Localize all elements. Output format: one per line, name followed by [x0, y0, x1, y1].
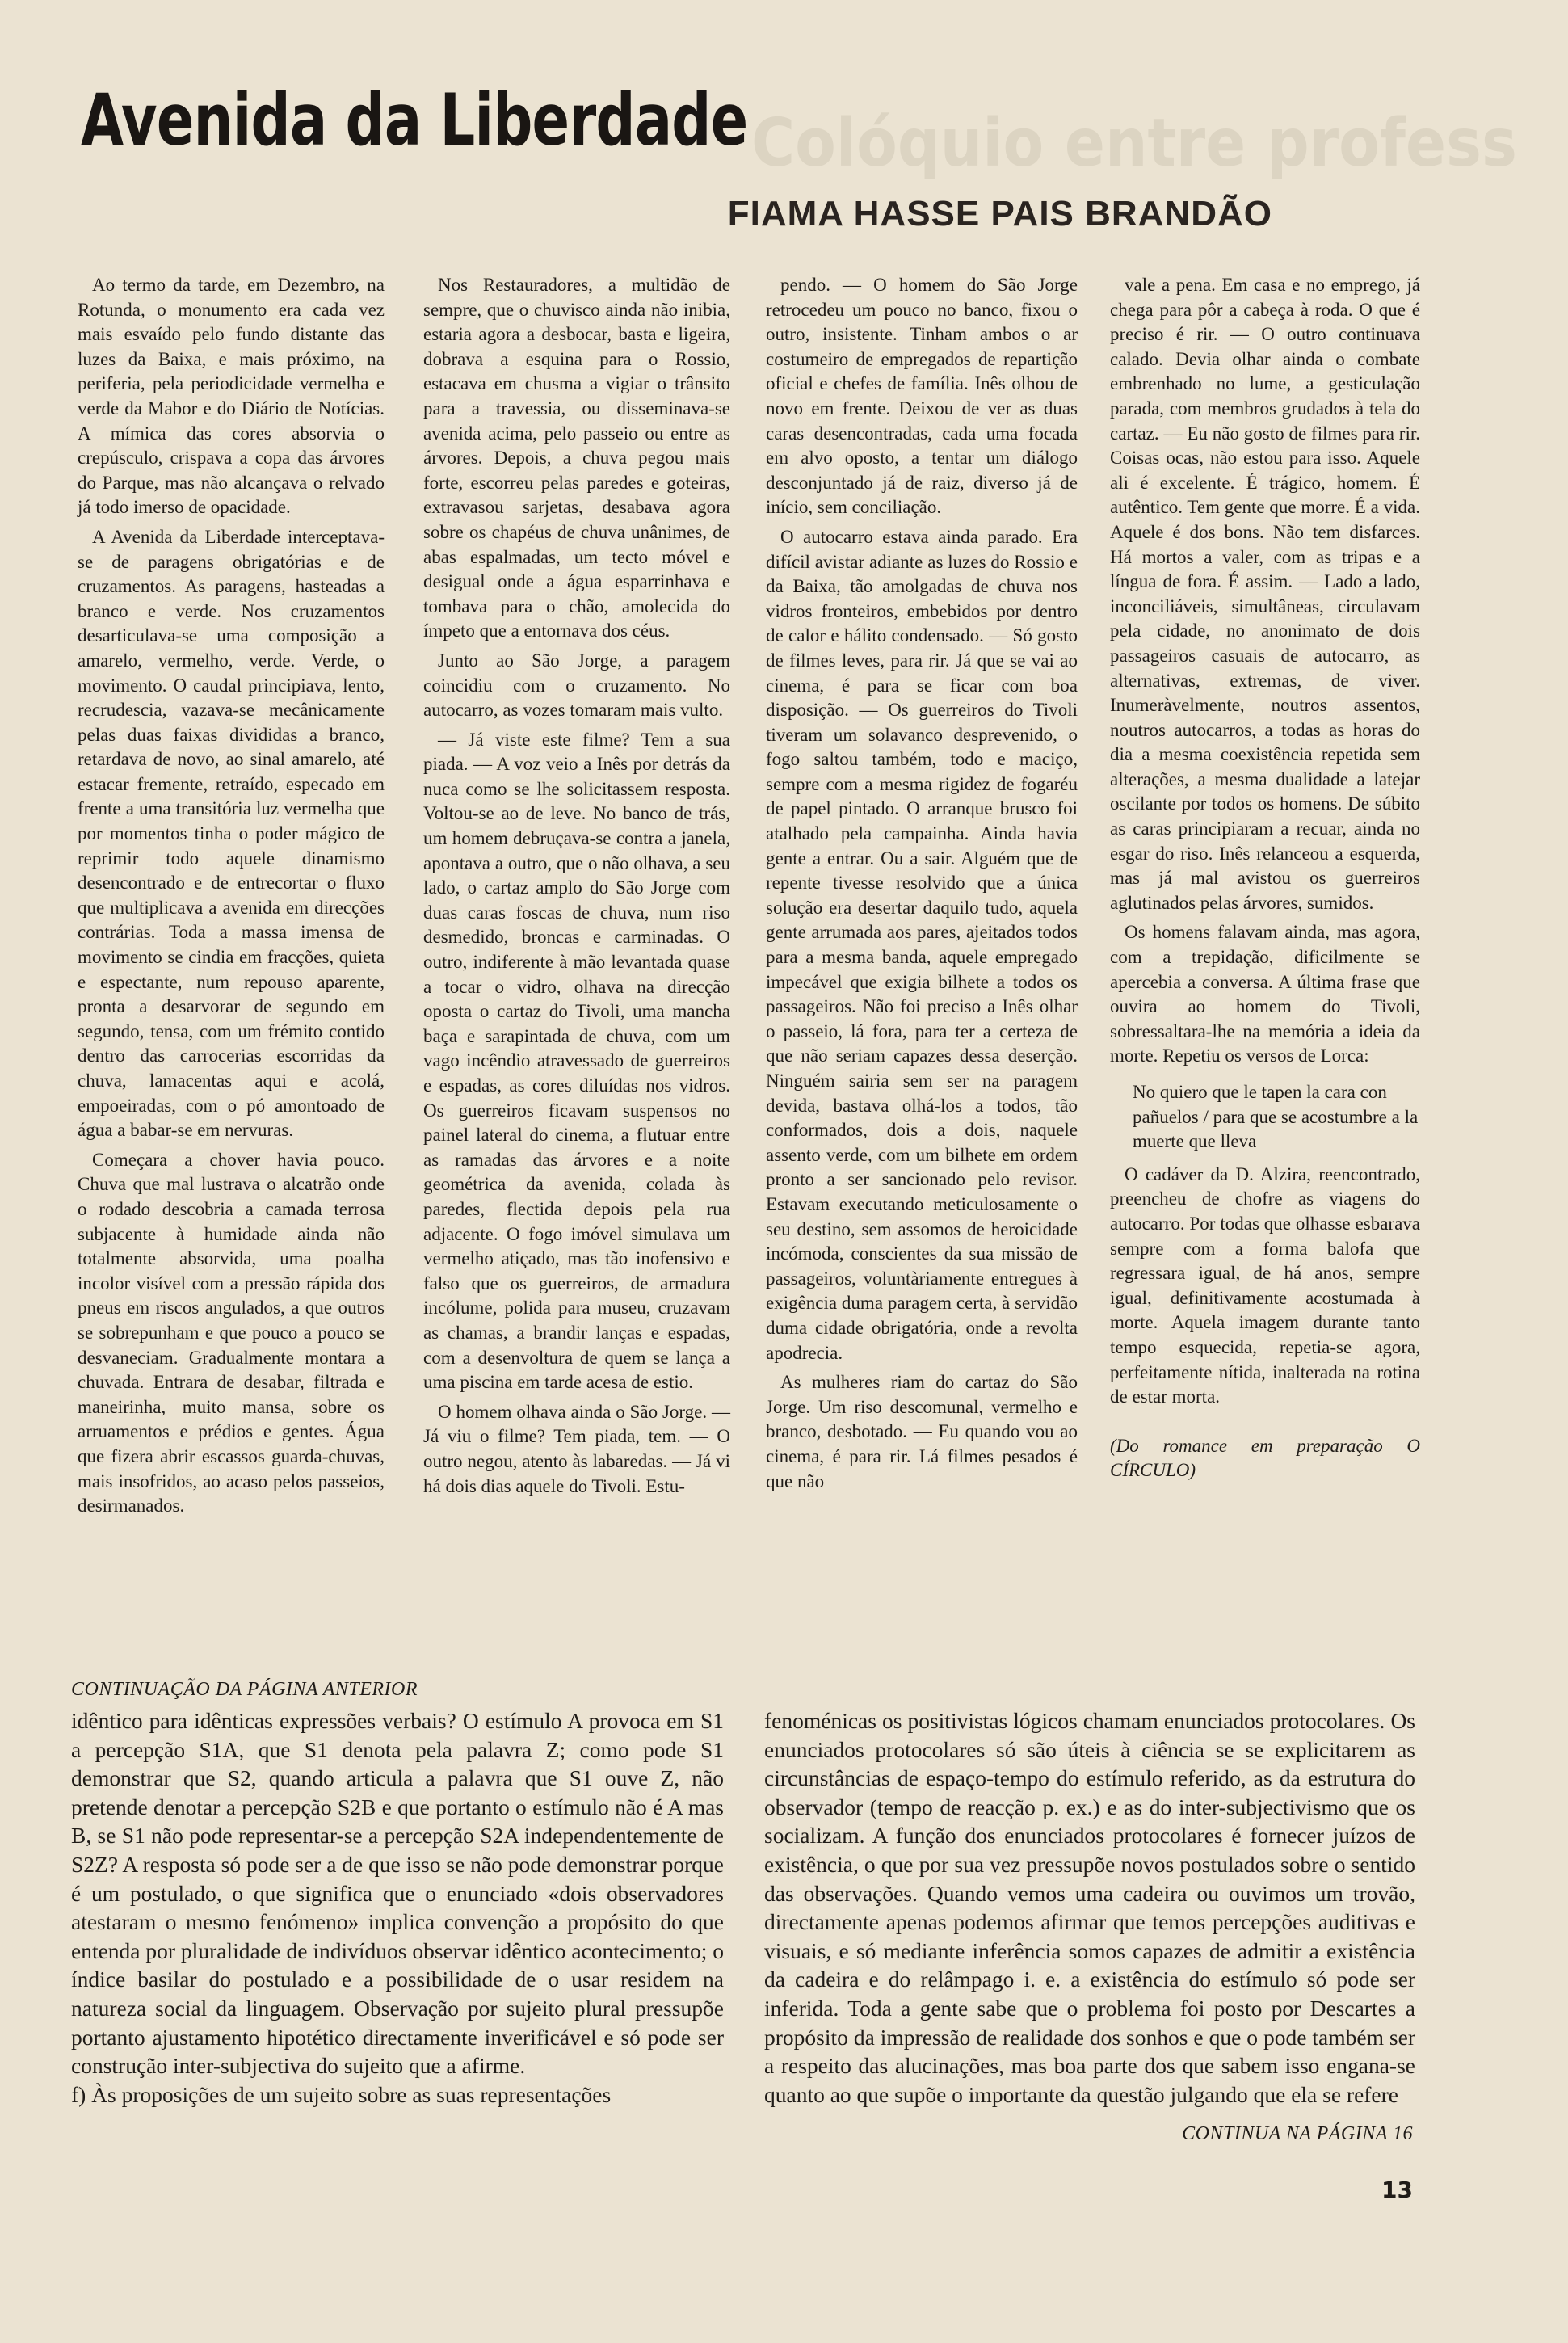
paragraph: Junto ao São Jorge, a paragem coincidiu com o cruzamento. No autocarro, as vozes tomaram mais vulto. — [423, 650, 730, 721]
paragraph: Os homens falavam ainda, mas agora, com a trepidação, dificilmente se apercebia a conversa. A última frase que ouvira ao homem do Tivoli, sobressaltara-lhe na memória a ideia da morte. Repetiu os versos de Lorca: — [1110, 922, 1420, 1066]
story-column-4 — [1110, 273, 1420, 1483]
paragraph: pendo. — O homem do São Jorge retrocedeu um pouco no banco, fixou o outro, insistente. Tinham ambos o ar costumeiro de empregados de repartição oficial e chefes de família. Inês olhou de novo em frente. Deixou de ver as duas caras desencontradas, cada uma focada em alvo oposto, a tentar um diálogo desconjuntado já de raiz, diverso já de início, sem conciliação. — [766, 275, 1078, 518]
essay-column-right — [764, 1706, 1415, 2109]
article-title: Avenida da Liberdade — [81, 78, 748, 162]
bleed-through-text: Colóquio entre profess — [751, 105, 1517, 182]
page-number: 13 — [1381, 2177, 1413, 2203]
essay-column-left — [71, 1706, 724, 2109]
paragraph: O homem olhava ainda o São Jorge. — Já viu o filme? Tem piada, tem. — O outro negou, atento às labaredas. — Já vi há dois dias aquele do Tivoli. Estu- — [423, 1401, 730, 1496]
paragraph: As mulheres riam do cartaz do São Jorge. Um riso descomunal, vermelho e branco, desbotado. — Eu quando vou ao cinema, é para rir. Lá filmes pesados é que não — [766, 1372, 1078, 1491]
essay-paragraph: idêntico para idênticas expressões verbais? O estímulo A provoca em S1 a percepção S1A, que S1 denota pela palavra Z; como pode S1 demonstrar que S2, quando articula a palavra que S1 ouve Z, não pretende denotar a percepção S2B e que portanto o estímulo não é A mas B, se S1 não pode representar-se a percepção S2A independentemente de S2Z? A resposta só pode ser a de que isso se não pode demonstrar porque é um postulado, o que significa que o enunciado «dois observadores atestaram o mesmo fenómeno» implica convenção a propósito do que entenda por pluralidade de indivíduos observar idêntico acontecimento; o índice basilar do postulado e a possibilidade de o usar residem na natureza social da linguagem. Observação por sujeito plural pressupõe portanto ajustamento hipotético directamente inverificável e só pode ser construção inter-subjectiva do sujeito que a afirme. — [71, 1708, 725, 2079]
source-note: (Do romance em preparação O CÍRCULO) — [1110, 1435, 1420, 1481]
paragraph: — Já viste este filme? Tem a sua piada. — A voz veio a Inês por detrás da nuca como se lhe solicitassem resposta. Voltou-se ao de leve. No banco de trás, um homem debruçava-se contra a janela, apontava a outro, que o não olhava, a seu lado, o cartaz amplo do São Jorge com duas caras foscas de chuva, num riso desmedido, broncas e carminadas. O outro, indiferente à mão levantada quase a tocar o vidro, olhava na direcção oposta o cartaz do Tivoli, uma mancha baça e sarapintada de chuva, com um vago incêndio atravessado de guerreiros e espadas, as cores diluídas nos vidros. Os guerreiros ficavam suspensos no painel lateral do cinema, a flutuar entre as ramadas das árvores e a noite geométrica da avenida, colada às paredes, flectida depois pela rua adjacente. O fogo imóvel simulava um vermelho atiçado, mas tão inofensivo e falso que os guerreiros, de armadura incólume, polida para museu, cruzavam as chamas, a brandir lanças e espadas, com a desenvoltura de quem se lança a uma piscina em tarde acesa de estio. — [423, 729, 730, 1393]
paragraph: vale a pena. Em casa e no emprego, já chega para pôr a cabeça à roda. O que é preciso é rir. — O outro continuava calado. Devia olhar ainda o combate embrenhado no lume, a gesticulação parada, com membros grudados à tela do cartaz. — Eu não gosto de filmes para rir. Coisas ocas, não estou para isso. Aquele ali é excelente. É trágico, homem. É autêntico. Tem gente que morre. É a vida. Aquele é dos bons. Não tem disfarces. Há mortos a valer, com as tripas e a língua de fora. É assim. — Lado a lado, inconciliáveis, simultâneas, circulavam pela cidade, no anonimato de dois passageiros casuais de autocarro, as alternativas, extremas, de viver. Inumeràvelmente, noutros assentos, noutros autocarros, a todas as horas do dia a mesma coexistência repetida sem alterações, a mesma dualidade a latejar oscilante por todos os homens. De súbito as caras principiaram a recuar, ainda no esgar do riso. Inês relanceou a esquerda, mas já mal avistou os guerreiros aglutinados pelas árvores, sumidos. — [1110, 275, 1420, 913]
continuation-label: CONTINUAÇÃO DA PÁGINA ANTERIOR — [71, 1679, 418, 1700]
essay-paragraph: fenoménicas os positivistas lógicos chamam enunciados protocolares. Os enunciados protocolares só são úteis à ciência se se explicitarem as circunstâncias de espaço-tempo do estímulo referido, as da estrutura do observador (tempo de reacção p. ex.) e as do inter-subjectivismo que os socializam. A função dos enunciados protocolares é fornecer juízos de existência, o que por sua vez pressupõe novos postulados sobre o sentido das observações. Quando vemos uma cadeira ou ouvimos um trovão, directamente apenas podemos afirmar que temos percepções auditivas e visuais, e só mediante inferência somos capazes de admitir a existência da cadeira e do relâmpago i. e. a existência do estímulo só pode ser inferida. Toda a gente sabe que o problema foi posto por Descartes a propósito da impressão de realidade dos sonhos e que o pode também ser a respeito das alucinações, mas boa parte dos que sabem isso engana-se quanto ao que supõe o importante da questão julgando que ela se refere — [764, 1708, 1415, 2107]
paragraph: Nos Restauradores, a multidão de sempre, que o chuvisco ainda não inibia, estaria agora a desbocar, basta e ligeira, dobrava a esquina para o Rossio, estacava em chusma a vigiar o trânsito para a travessia, ou disseminava-se avenida acima, pelo passeio ou entre as árvores. Depois, a chuva pegou mais forte, escorreu pelas paredes e goteiras, extravasou sarjetas, desabava agora sobre os chapéus de chuva unânimes, de abas espalmadas, um tecto móvel e desigual onde a água esparrinhava e tombava para o chão, amolecida do ímpeto que a entornava dos céus. — [423, 275, 730, 641]
story-column-1 — [78, 273, 385, 1519]
story-column-3 — [766, 273, 1078, 1494]
paragraph: O autocarro estava ainda parado. Era difícil avistar adiante as luzes do Rossio e da Baixa, tão amolgadas de chuva nos vidros fronteiros, embebidos por dentro de calor e hálito condensado. — Só gosto de filmes leves, para rir. Já que se vai ao cinema, é para se ficar com boa disposição. — Os guerreiros do Tivoli tiveram um solavanco desprevenido, o fogo saltou também, todo e maciço, sempre com a mesma rigidez de fogaréu de papel pintado. O arranque brusco foi atalhado pela campainha. Ainda havia gente a entrar. Ou a sair. Alguém que de repente tivesse resolvido que a única solução era desertar daquilo tudo, aquela gente arrumada aos pares, ajeitados todos para a mesma banda, aquele empregado impecável que exigia bilhete a todos os passageiros. Não foi preciso a Inês olhar o passeio, lá fora, para ter a certeza de que não seriam capazes dessa deserção. Ninguém sairia sem ser na paragem devida, bastava olhá-los a todos, tão conformados, dois a dois, naquele assento verde, com um bilhete em ordem pronto a ser sancionado pelo revisor. Estavam executando meticulosamente o seu destino, sem assomos de heroicidade incómoda, conscientes da sua missão de passageiros, voluntàriamente entregues à exigência duma paragem certa, à servidão duma cidade obrigatória, onde a revolta apodrecia. — [766, 526, 1078, 1363]
story-column-2 — [423, 273, 730, 1499]
author-name: FIAMA HASSE PAIS BRANDÃO — [727, 194, 1272, 233]
essay-paragraph: f) Às proposições de um sujeito sobre as suas representações — [71, 2081, 612, 2107]
continued-on-note: CONTINUA NA PÁGINA 16 — [1182, 2123, 1413, 2144]
paragraph: A Avenida da Liberdade interceptava-se de paragens obrigatórias e de cruzamentos. As paragens, hasteadas a branco e verde. Nos cruzamentos desarticulava-se uma composição a amarelo, vermelho, verde. Verde, o movimento. O caudal principiava, lento, recrudescia, vazava-se mecânicamente pelas duas faixas divididas a branco, retardava de novo, ao sinal amarelo, até estacar fremente, retraído, especado em frente a uma transitória luz vermelha que por momentos tinha o poder mágico de reprimir todo aquele dinamismo desencontrado e de entrecortar o fluxo que multiplicava a avenida em direcções contrárias. Toda a massa imensa de movimento se cindia em fracções, quieta e espectante, num repouso aparente, pronta a desarvorar de segundo em segundo, tensa, com um frémito contido dentro das carrocerias escorridas da chuva, lamacentas aqui e acolá, empoeiradas, com o pó amontoado de água a babar-se em nervuras. — [78, 526, 385, 1141]
paragraph: O cadáver da D. Alzira, reencontrado, preencheu de chofre as viagens do autocarro. Por todas que olhasse esbarava sempre com a forma balofa que regressara igual, de há anos, sempre igual, definitivamente acostumada à morte. Aquela imagem durante tanto tempo esquecida, repetia-se agora, perfeitamente nítida, inalterada na rotina de estar morta. — [1110, 1163, 1420, 1407]
paragraph: Ao termo da tarde, em Dezembro, na Rotunda, o monumento era cada vez mais esvaído pelo fundo distante das luzes da Baixa, e mais próximo, na periferia, pela periodicidade vermelha e verde da Mabor e do Diário de Notícias. A mímica das cores absorvia o crepúsculo, crispava a copa das árvores do Parque, mas não alcançava o relvado já todo imerso de opacidade. — [78, 275, 385, 518]
poem-quote: No quiero que le tapen la cara con pañuelos / para que se acostumbre a la muerte que lleva — [1133, 1082, 1419, 1152]
paragraph: Começara a chover havia pouco. Chuva que mal lustrava o alcatrão onde o rodado descobria a camada terrosa subjacente à humidade ainda não totalmente absorvida, uma poalha incolor visível com a pressão rápida dos pneus em riscos angulados, a que outros se sobrepunham e que pouco a pouco se desvaneciam. Gradualmente montara a chuvada. Entrara de desabar, filtrada e maneirinha, muito mansa, sobre os arruamentos e prédios e gentes. Água que fizera abrir escassos guarda-chuvas, mais insofridos, ao acaso pelos passeios, desirmanados. — [78, 1149, 385, 1516]
